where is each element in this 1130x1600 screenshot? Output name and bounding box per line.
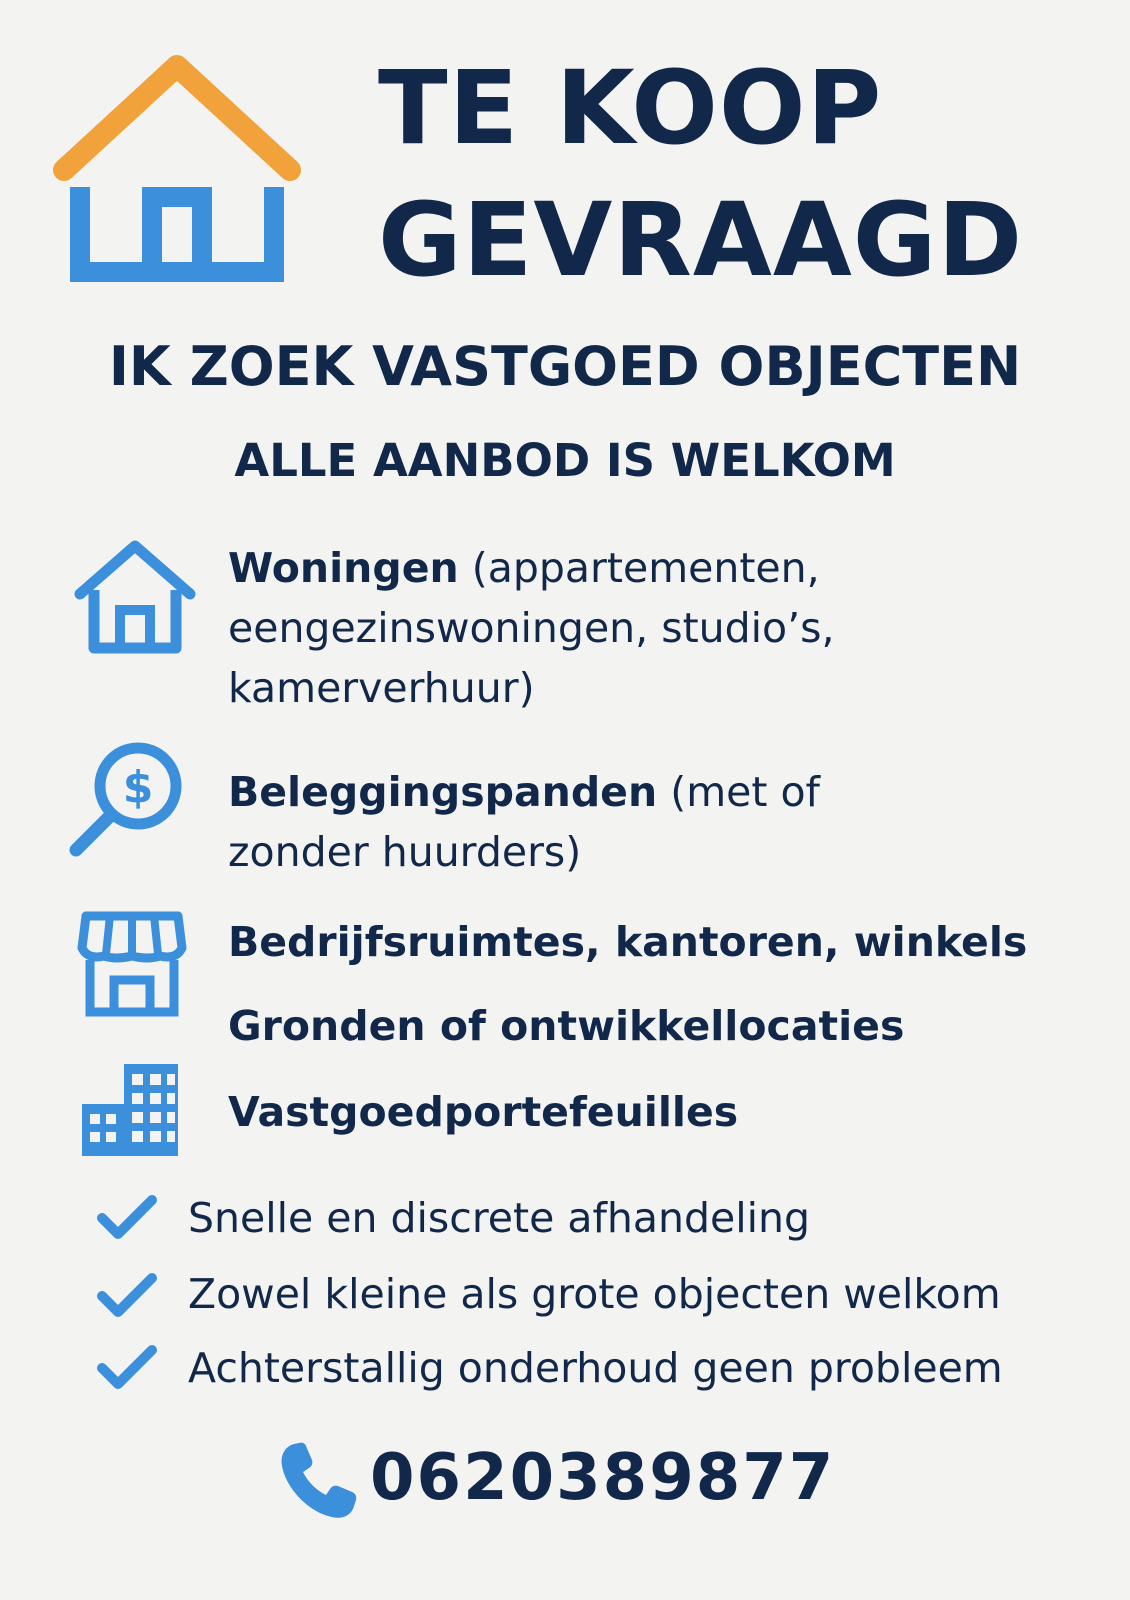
checkmark-icon <box>96 1270 158 1320</box>
list-item-gronden: Gronden of ontwikkellocaties <box>228 1002 905 1050</box>
title-line-2: GEVRAAGD <box>378 181 1024 300</box>
subheading-secondary: ALLE AANBOD IS WELKOM <box>234 434 896 487</box>
house-icon <box>72 538 198 658</box>
list-item-vastgoedportefeuilles: Vastgoedportefeuilles <box>228 1088 739 1136</box>
storefront-icon <box>76 908 188 1020</box>
list-item-beleggingspanden: Beleggingspanden (met of zonder huurders) <box>228 768 820 876</box>
phone-number[interactable]: 0620389877 <box>370 1441 836 1515</box>
house-logo-icon <box>52 52 302 292</box>
title-line-1: TE KOOP <box>378 49 883 168</box>
benefit-1: Snelle en discrete afhandeling <box>188 1194 811 1242</box>
checkmark-icon <box>96 1342 158 1392</box>
benefit-2: Zowel kleine als grote objecten welkom <box>188 1270 1001 1318</box>
phone-icon <box>276 1438 360 1522</box>
list-item-bedrijfsruimtes: Bedrijfsruimtes, kantoren, winkels <box>228 918 1028 966</box>
svg-text:$: $ <box>122 762 154 813</box>
subheading-primary: IK ZOEK VASTGOED OBJECTEN <box>108 335 1022 398</box>
buildings-icon <box>78 1060 182 1160</box>
list-item-woningen: Woningen (appartementen, eengezinswoningen, studio’s, kamerverhuur) <box>228 544 835 712</box>
dollar-magnifier-icon <box>66 738 190 862</box>
checkmark-icon <box>96 1192 158 1242</box>
benefit-3: Achterstallig onderhoud geen probleem <box>188 1344 1003 1392</box>
